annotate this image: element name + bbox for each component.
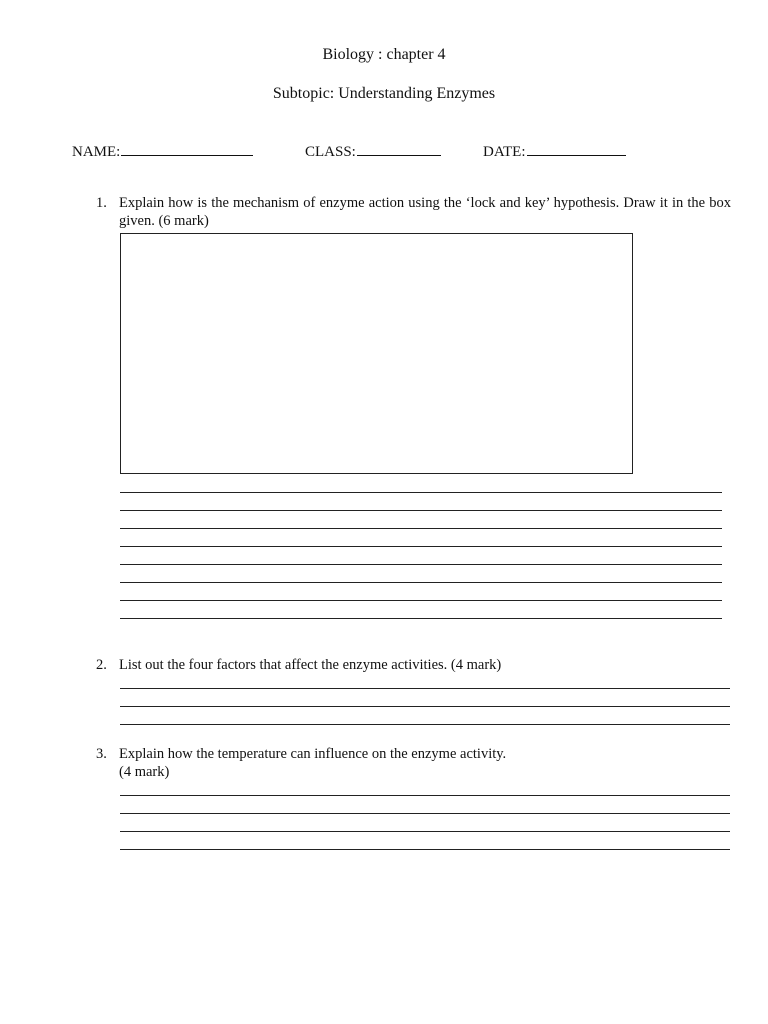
answer-line[interactable]	[120, 600, 722, 601]
question-text: List out the four factors that affect the enzyme activities. (4 mark)	[119, 657, 502, 673]
name-field[interactable]	[72, 141, 253, 161]
answer-line[interactable]	[120, 688, 730, 689]
answer-line[interactable]	[120, 546, 722, 547]
date-field[interactable]	[483, 141, 626, 161]
class-label: CLASS:	[305, 144, 356, 160]
page-subtitle: Subtopic: Understanding Enzymes	[272, 85, 496, 102]
answer-line[interactable]	[120, 849, 730, 850]
question-text	[119, 745, 506, 781]
answer-line[interactable]	[120, 795, 730, 796]
page-title: Biology : chapter 4	[322, 46, 446, 63]
answer-line[interactable]	[120, 706, 730, 707]
class-blank[interactable]	[357, 141, 441, 156]
answer-lines-q3[interactable]	[120, 795, 730, 867]
class-field[interactable]	[305, 141, 441, 161]
drawing-box[interactable]	[120, 233, 633, 474]
question-number: 2.	[96, 657, 107, 673]
question-number: 1.	[96, 195, 107, 211]
answer-line[interactable]	[120, 618, 722, 619]
answer-line[interactable]	[120, 564, 722, 565]
question-text-line-2: (4 mark)	[119, 764, 170, 780]
answer-lines-q2[interactable]	[120, 688, 730, 742]
answer-line[interactable]	[120, 831, 730, 832]
question-text: Explain how is the mechanism of enzyme action using the ‘lock and key’ hypothesis. Draw it in the box given. (6 mark)	[119, 195, 731, 229]
date-blank[interactable]	[527, 141, 626, 156]
date-label: DATE:	[483, 144, 526, 160]
answer-line[interactable]	[120, 724, 730, 725]
question-text-line-1: Explain how the temperature can influence on the enzyme activity.	[119, 746, 507, 762]
answer-lines-q1[interactable]	[120, 492, 722, 636]
name-blank[interactable]	[121, 141, 253, 156]
question-number: 3.	[96, 746, 107, 762]
answer-line[interactable]	[120, 813, 730, 814]
answer-line[interactable]	[120, 492, 722, 493]
answer-line[interactable]	[120, 582, 722, 583]
answer-line[interactable]	[120, 528, 722, 529]
answer-line[interactable]	[120, 510, 722, 511]
name-label: NAME:	[72, 144, 121, 160]
